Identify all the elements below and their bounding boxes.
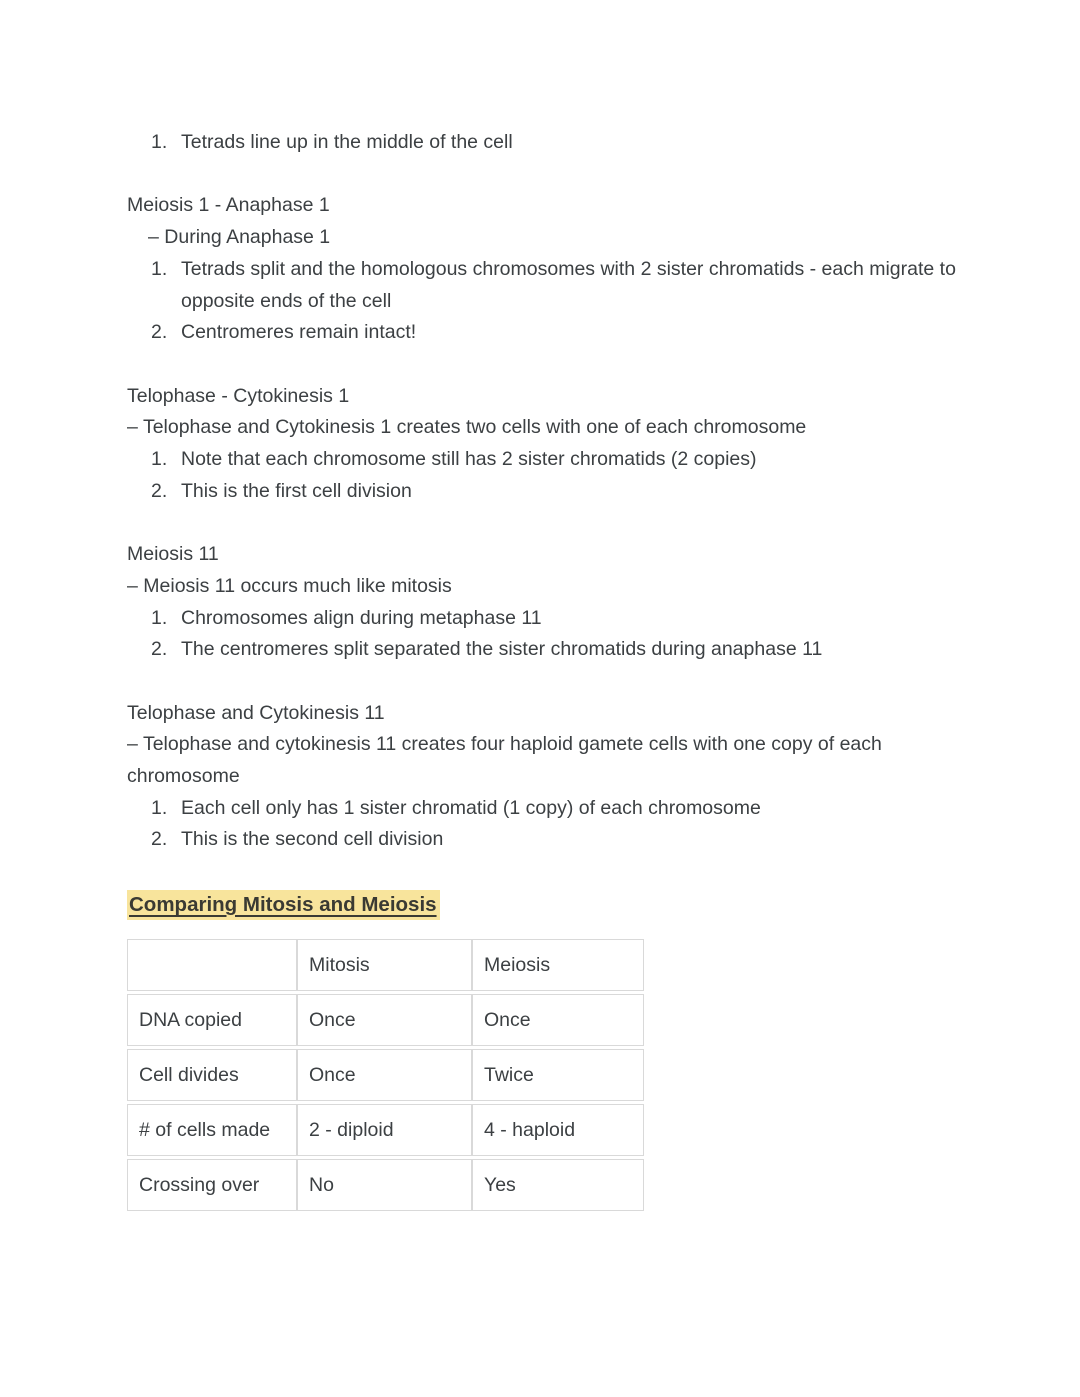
dash-note-text: Telophase and cytokinesis 11 creates four haploid gamete cells with one copy of each chromosome [127,733,882,787]
table-row [127,1159,644,1211]
value-cell: 4 - haploid [472,1104,644,1156]
dash-bullet: – [127,574,138,597]
section-title: Meiosis 1 - Anaphase 1 [127,194,330,217]
item-text: Chromosomes align during metaphase 11 [181,606,542,629]
value-cell: 2 - diploid [297,1104,472,1156]
dash-note-text: Telophase and Cytokinesis 1 creates two cells with one of each chromosome [142,416,807,439]
dash-note-text: Meiosis 11 occurs much like mitosis [143,574,452,597]
value-cell: Once [472,994,644,1046]
row-label-cell: # of cells made [127,1104,297,1156]
section-title: Meiosis 11 [127,543,219,566]
notes-section-meiosis-2 [127,539,957,666]
table-header-row [127,939,644,991]
section-title: Telophase and Cytokinesis 11 [127,701,385,724]
item-number: 2. [151,479,168,502]
item-number: 1. [151,448,168,470]
value-cell: Twice [472,1049,644,1101]
item-number: 1. [151,796,168,819]
item-text: Centromeres remain intact! [181,321,417,344]
item-number: 2. [151,321,168,344]
table-row [127,994,644,1046]
row-label-cell: Crossing over [127,1159,297,1211]
value-cell: Yes [472,1159,644,1211]
numbered-item [127,127,957,159]
item-number: 1. [151,257,168,280]
dash-note [127,729,957,792]
item-text: Each cell only has 1 sister chromatid (1 copy) of each chromosome [181,796,761,819]
item-text: Tetrads line up in the middle of the cell [181,131,513,153]
numbered-item [127,476,957,508]
numbered-item [127,317,957,349]
dash-note [148,222,957,254]
numbered-item [127,254,957,317]
item-text: The centromeres split separated the sister chromatids during anaphase 11 [181,638,823,661]
numbered-item [127,444,957,476]
value-cell: No [297,1159,472,1211]
dash-note [127,412,957,444]
table-corner-cell [127,939,297,991]
table-row [127,1049,644,1101]
item-text: Tetrads split and the homologous chromosomes with 2 sister chromatids - each migrate to opposite ends of the cell [181,257,956,312]
table-header-meiosis: Meiosis [472,939,644,991]
highlighted-heading: Comparing Mitosis and Meiosis [127,890,440,920]
dash-bullet: – [148,226,159,249]
table-header-mitosis: Mitosis [297,939,472,991]
numbered-item [127,634,957,666]
dash-note-text: During Anaphase 1 [164,226,331,249]
item-text: This is the second cell division [181,828,444,851]
table-row [127,1104,644,1156]
item-text: This is the first cell division [181,479,412,502]
section-title: Telophase - Cytokinesis 1 [127,384,350,407]
item-text: Note that each chromosome still has 2 sister chromatids (2 copies) [181,448,757,470]
item-number: 1. [151,131,168,153]
numbered-item [127,824,957,856]
notes-section-anaphase-1 [127,190,957,349]
numbered-item [127,793,957,825]
dash-bullet: – [127,733,138,756]
dash-note [127,571,957,603]
comparison-table [127,936,644,1214]
notes-section-telophase-1 [127,381,957,508]
row-label-cell: Cell divides [127,1049,297,1101]
notes-section-metaphase [127,127,957,159]
numbered-item [127,603,957,635]
heading-line [127,888,957,922]
item-number: 1. [151,606,168,629]
row-label-cell: DNA copied [127,994,297,1046]
dash-bullet: – [127,416,138,439]
item-number: 2. [151,638,168,661]
notes-section-telophase-2 [127,698,957,857]
value-cell: Once [297,994,472,1046]
item-number: 2. [151,828,168,851]
value-cell: Once [297,1049,472,1101]
